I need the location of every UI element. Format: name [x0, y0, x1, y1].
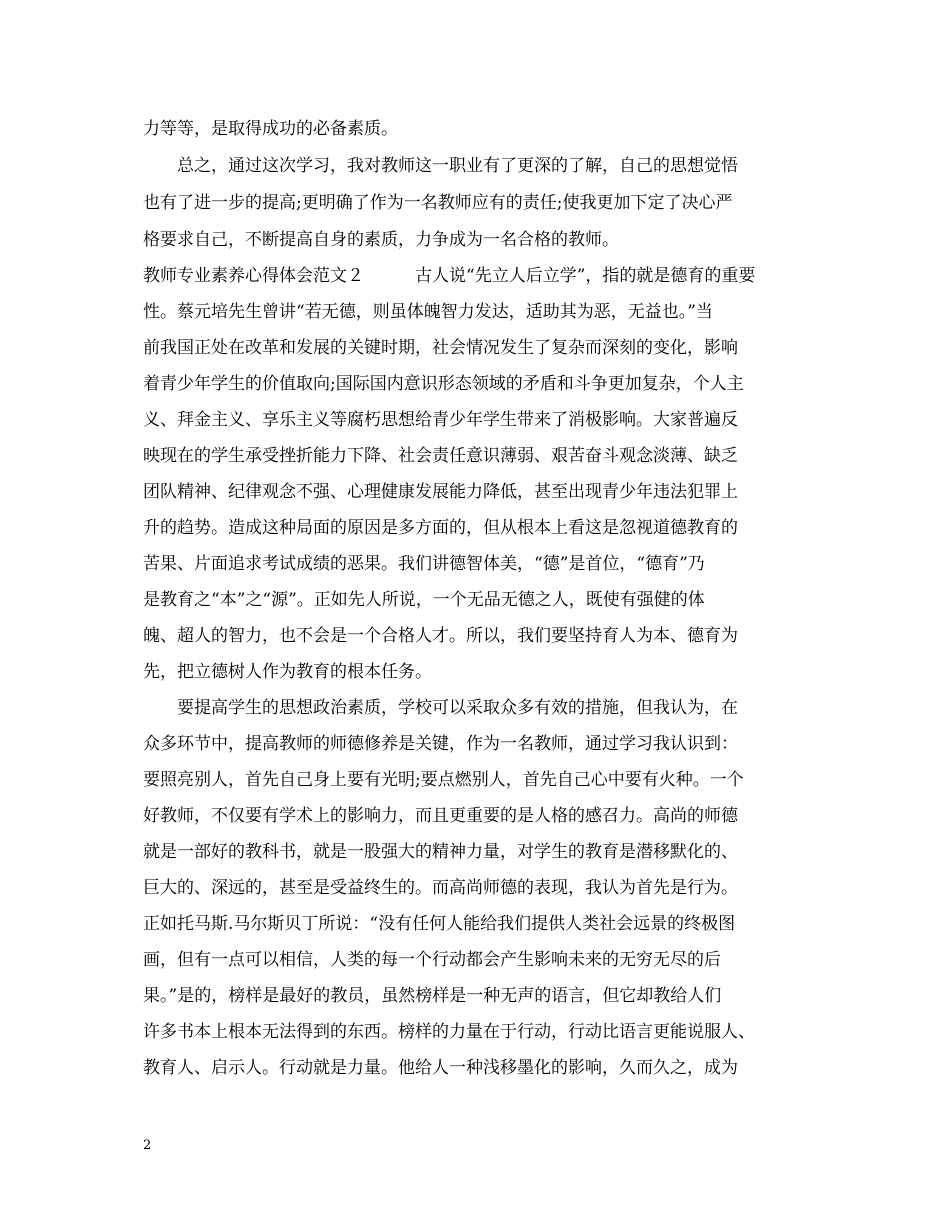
- text-line: 正如托马斯.马尔斯贝丁所说：“没有任何人能给我们提供人类社会远景的终极图: [143, 914, 736, 934]
- text-line: 是教育之“本”之“源”。正如先人所说，一个无品无德之人，既使有强健的体: [143, 590, 705, 610]
- text-line: 着青少年学生的价值取向;国际国内意识形态领域的矛盾和斗争更加复杂，个人主: [143, 374, 744, 394]
- text-line: 画，但有一点可以相信，人类的每一个行动都会产生影响未来的无穷无尽的后: [143, 950, 721, 970]
- text-line: 要照亮别人，首先自己身上要有光明;要点燃别人，首先自己心中要有火种。一个: [143, 770, 744, 790]
- text-line: 力等等，是取得成功的必备素质。: [143, 119, 398, 139]
- text-line: 总之，通过这次学习，我对教师这一职业有了更深的了解，自己的思想觉悟: [143, 156, 738, 176]
- text-line: 教育人、启示人。行动就是力量。他给人一种浅移墨化的影响，久而久之，成为: [143, 1058, 738, 1078]
- text-line: 前我国正处在改革和发展的关键时期，社会情况发生了复杂而深刻的变化，影响: [143, 338, 738, 358]
- text-line: 升的趋势。造成这种局面的原因是多方面的，但从根本上看这是忽视道德教育的: [143, 518, 738, 538]
- text-line: 映现在的学生承受挫折能力下降、社会责任意识薄弱、艰苦奋斗观念淡薄、缺乏: [143, 446, 738, 466]
- text-line: 要提高学生的思想政治素质，学校可以采取众多有效的措施，但我认为，在: [143, 698, 738, 718]
- text-line: 巨大的、深远的，甚至是受益终生的。而高尚师德的表现，我认为首先是行为。: [143, 878, 738, 898]
- text-line: 果。”是的，榜样是最好的教员，虽然榜样是一种无声的语言，但它却教给人们: [143, 986, 722, 1006]
- text-line: 教师专业素养心得体会范文２ 古人说“先立人后立学”，指的就是德育的重要: [143, 266, 756, 286]
- text-line: 也有了进一步的提高;更明确了作为一名教师应有的责任;使我更加下定了决心严: [143, 193, 733, 213]
- text-line: 众多环节中，提高教师的师德修养是关键，作为一名教师，通过学习我认识到：: [143, 734, 738, 754]
- text-line: 许多书本上根本无法得到的东西。榜样的力量在于行动，行动比语言更能说服人、: [143, 1022, 755, 1042]
- text-line: 性。蔡元培先生曾讲“若无德，则虽体魄智力发达，适助其为恶，无益也。”当: [143, 302, 713, 322]
- text-line: 就是一部好的教科书，就是一股强大的精神力量，对学生的教育是潜移默化的、: [143, 842, 738, 862]
- text-line: 苦果、片面追求考试成绩的恶果。我们讲德智体美，“德”是首位，“德育”乃: [143, 554, 705, 574]
- text-line: 格要求自己，不断提高自身的素质，力争成为一名合格的教师。: [143, 230, 619, 250]
- text-line: 团队精神、纪律观念不强、心理健康发展能力降低，甚至出现青少年违法犯罪上: [143, 482, 738, 502]
- text-line: 先，把立德树人作为教育的根本任务。: [143, 662, 432, 682]
- text-line: 好教师，不仅要有学术上的影响力，而且更重要的是人格的感召力。高尚的师德: [143, 806, 738, 826]
- page-number: 2: [143, 1138, 152, 1153]
- text-line: 魄、超人的智力，也不会是一个合格人才。所以，我们要坚持育人为本、德育为: [143, 626, 738, 646]
- text-line: 义、拜金主义、享乐主义等腐朽思想给青少年学生带来了消极影响。大家普遍反: [143, 410, 738, 430]
